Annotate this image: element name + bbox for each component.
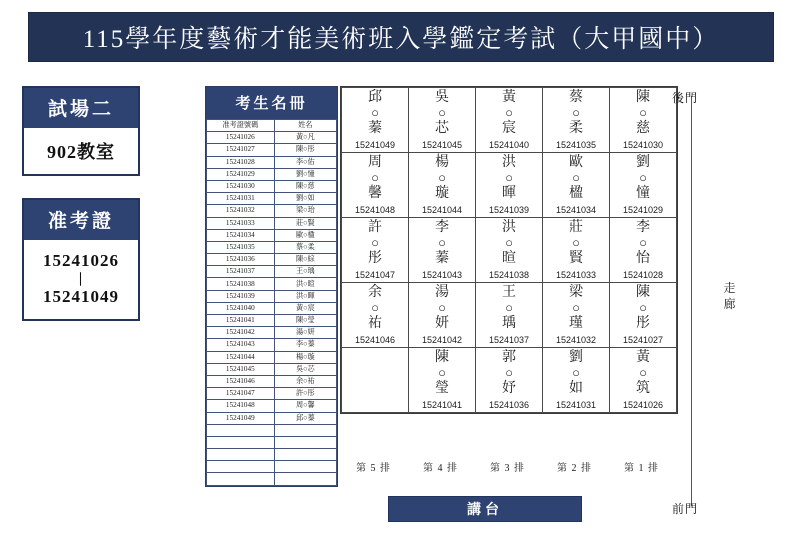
seat-given-name: 怡 [636, 250, 650, 266]
roster-cell-id: 15241038 [207, 278, 275, 290]
seat-given-name: 宸 [502, 120, 516, 136]
roster-cell-name: 莊○賢 [274, 217, 336, 229]
roster-cell-name: 劉○憧 [274, 168, 336, 180]
seat-exam-id: 15241045 [421, 139, 463, 150]
seat-masked-char: ○ [639, 170, 647, 186]
seat-exam-id: 15241030 [622, 139, 664, 150]
ticket-range-separator: ｜ [73, 271, 88, 287]
roster-title: 考生名冊 [206, 87, 337, 119]
seat-cell [342, 153, 409, 218]
seat-exam-id: 15241047 [354, 269, 396, 280]
roster-cell-name: 劉○如 [274, 193, 336, 205]
seat-given-name: 蓁 [435, 250, 449, 266]
seat-table [341, 87, 677, 413]
roster-row [207, 290, 337, 302]
admission-ticket-panel [22, 198, 140, 321]
roster-cell-name [274, 461, 336, 473]
roster-row [207, 156, 337, 168]
seat-masked-char: ○ [572, 300, 580, 316]
seat-surname: 邱 [368, 90, 382, 106]
seat-surname: 許 [368, 220, 382, 236]
seat-exam-id: 15241049 [354, 139, 396, 150]
seat-exam-id: 15241044 [421, 204, 463, 215]
seat-masked-char: ○ [505, 170, 513, 186]
roster-col-id: 准考證號碼 [207, 120, 275, 132]
seat-exam-id: 15241032 [555, 334, 597, 345]
seat-exam-id: 15241046 [354, 334, 396, 345]
seat-student-name [543, 155, 609, 201]
roster-row [207, 400, 337, 412]
seat-surname: 王 [502, 285, 516, 301]
seat-student-name [342, 90, 408, 136]
seat-given-name: 妤 [502, 380, 516, 396]
seat-cell [543, 153, 610, 218]
seat-exam-id: 15241033 [555, 269, 597, 280]
roster-row [207, 315, 337, 327]
seat-given-name: 瑀 [502, 315, 516, 331]
seat-masked-char: ○ [505, 235, 513, 251]
seat-surname: 余 [368, 285, 382, 301]
corridor-label: 走 廊 [723, 281, 737, 312]
roster-cell-id [207, 473, 275, 485]
roster-cell-name [274, 424, 336, 436]
seat-masked-char: ○ [639, 235, 647, 251]
seat-masked-char: ○ [438, 365, 446, 381]
roster-cell-name: 陳○瑩 [274, 315, 336, 327]
seat-given-name: 慈 [636, 120, 650, 136]
seat-cell [342, 283, 409, 348]
seat-given-name: 筑 [636, 380, 650, 396]
roster-cell-id: 15241035 [207, 241, 275, 253]
seat-masked-char: ○ [438, 300, 446, 316]
seat-cell [409, 153, 476, 218]
seat-surname: 劉 [636, 155, 650, 171]
seat-given-name: 賢 [569, 250, 583, 266]
roster-row [207, 302, 337, 314]
seat-surname: 郭 [502, 350, 516, 366]
roster-cell-id: 15241044 [207, 351, 275, 363]
seat-student-name [610, 285, 676, 331]
seat-surname: 莊 [569, 220, 583, 236]
seat-surname: 陳 [636, 90, 650, 106]
roster-row [207, 339, 337, 351]
seat-masked-char: ○ [371, 170, 379, 186]
seat-row [342, 218, 677, 283]
roster-cell-name: 陳○慈 [274, 180, 336, 192]
seat-student-name [342, 155, 408, 201]
seat-surname: 李 [435, 220, 449, 236]
seat-surname: 洪 [502, 155, 516, 171]
seat-given-name: 璇 [435, 185, 449, 201]
roster-cell-name: 楊○璇 [274, 351, 336, 363]
seat-student-name [476, 285, 542, 331]
seat-student-name [409, 90, 475, 136]
roster-cell-name: 余○祐 [274, 375, 336, 387]
seat-given-name: 馨 [368, 185, 382, 201]
seat-surname: 劉 [569, 350, 583, 366]
seat-masked-char: ○ [505, 105, 513, 121]
seat-cell [342, 218, 409, 283]
roster-cell-id: 15241028 [207, 156, 275, 168]
ticket-range-to: 15241049 [43, 286, 119, 306]
roster-row [207, 241, 337, 253]
back-door-label: 後門 [672, 91, 699, 105]
roster-cell-id: 15241040 [207, 302, 275, 314]
roster-row [207, 327, 337, 339]
roster-cell-name: 梁○珆 [274, 205, 336, 217]
roster-cell-name: 黃○凡 [274, 132, 336, 144]
seat-masked-char: ○ [371, 105, 379, 121]
seat-given-name: 瑩 [435, 380, 449, 396]
seat-surname: 陳 [435, 350, 449, 366]
seat-given-name: 如 [569, 380, 583, 396]
roster-cell-name: 吳○芯 [274, 363, 336, 375]
seat-cell [610, 283, 677, 348]
seat-row-labels [340, 459, 675, 474]
seat-student-name [610, 155, 676, 201]
roster-cell-name: 周○馨 [274, 400, 336, 412]
roster-cell-id [207, 449, 275, 461]
seat-surname: 吳 [435, 90, 449, 106]
seat-cell [543, 88, 610, 153]
roster-cell-id [207, 436, 275, 448]
seat-row [342, 88, 677, 153]
roster-cell-id: 15241039 [207, 290, 275, 302]
roster-cell-id: 15241037 [207, 266, 275, 278]
seat-masked-char: ○ [639, 365, 647, 381]
seat-masked-char: ○ [371, 300, 379, 316]
roster-row [207, 168, 337, 180]
seat-surname: 周 [368, 155, 382, 171]
seat-cell [342, 88, 409, 153]
room-wall-divider [691, 96, 692, 506]
seat-surname: 楊 [435, 155, 449, 171]
seat-student-name [543, 350, 609, 396]
seat-student-name [342, 220, 408, 266]
roster-cell-id: 15241034 [207, 229, 275, 241]
seat-cell [543, 283, 610, 348]
seat-given-name: 妍 [435, 315, 449, 331]
seat-given-name: 芯 [435, 120, 449, 136]
roster-cell-name: 陳○彤 [274, 144, 336, 156]
seat-exam-id: 15241043 [421, 269, 463, 280]
roster-row [207, 375, 337, 387]
roster-cell-id: 15241045 [207, 363, 275, 375]
roster-cell-id: 15241048 [207, 400, 275, 412]
roster-cell-id: 15241031 [207, 193, 275, 205]
seat-given-name: 柔 [569, 120, 583, 136]
seat-surname: 蔡 [569, 90, 583, 106]
roster-header-row [207, 120, 337, 132]
seat-row-label: 第 4 排 [423, 463, 458, 474]
roster-row [207, 266, 337, 278]
seat-exam-id: 15241029 [622, 204, 664, 215]
roster-row [207, 424, 337, 436]
seat-row-label: 第 2 排 [557, 463, 592, 474]
roster-cell-id: 15241046 [207, 375, 275, 387]
roster-cell-id: 15241043 [207, 339, 275, 351]
roster-row [207, 132, 337, 144]
seat-given-name: 蓁 [368, 120, 382, 136]
roster-cell-name: 邱○蓁 [274, 412, 336, 424]
seat-cell [476, 153, 543, 218]
seat-surname: 洪 [502, 220, 516, 236]
roster-cell-name [274, 449, 336, 461]
seat-student-name [476, 350, 542, 396]
seat-masked-char: ○ [438, 235, 446, 251]
roster-cell-name: 陳○綜 [274, 254, 336, 266]
roster-cell-name: 蔡○柔 [274, 241, 336, 253]
seat-row-label: 第 3 排 [490, 463, 525, 474]
seat-given-name: 祐 [368, 315, 382, 331]
roster-row [207, 363, 337, 375]
seat-masked-char: ○ [572, 170, 580, 186]
seat-exam-id: 15241031 [555, 399, 597, 410]
roster-cell-id: 15241033 [207, 217, 275, 229]
seat-row [342, 283, 677, 348]
seat-grid [340, 86, 678, 414]
roster-row [207, 436, 337, 448]
roster-row [207, 351, 337, 363]
seat-exam-id: 15241028 [622, 269, 664, 280]
seat-student-name [409, 350, 475, 396]
seat-row-label: 第 5 排 [356, 463, 391, 474]
roster-cell-name: 湯○妍 [274, 327, 336, 339]
seat-exam-id: 15241036 [488, 399, 530, 410]
roster-row [207, 217, 337, 229]
roster-row [207, 193, 337, 205]
seat-cell [409, 348, 476, 413]
roster-table [206, 119, 337, 486]
seat-cell [409, 88, 476, 153]
seat-masked-char: ○ [639, 105, 647, 121]
seat-exam-id: 15241026 [622, 399, 664, 410]
roster-cell-id: 15241042 [207, 327, 275, 339]
seat-exam-id: 15241042 [421, 334, 463, 345]
page-title: 115學年度藝術才能美術班入學鑑定考試（大甲國中） [82, 26, 720, 53]
roster-cell-name: 許○彤 [274, 388, 336, 400]
seat-given-name: 楹 [569, 185, 583, 201]
seat-student-name [476, 220, 542, 266]
seat-exam-id: 15241048 [354, 204, 396, 215]
seat-surname: 歐 [569, 155, 583, 171]
seat-given-name: 憧 [636, 185, 650, 201]
podium [388, 496, 582, 522]
seat-exam-id: 15241037 [488, 334, 530, 345]
seat-row [342, 153, 677, 218]
roster-cell-id: 15241030 [207, 180, 275, 192]
seat-given-name: 彤 [368, 250, 382, 266]
seat-masked-char: ○ [438, 105, 446, 121]
roster-row [207, 229, 337, 241]
seat-surname: 黃 [502, 90, 516, 106]
roster-row [207, 180, 337, 192]
seat-exam-id: 15241040 [488, 139, 530, 150]
seat-exam-id: 15241041 [421, 399, 463, 410]
roster-row [207, 388, 337, 400]
roster-cell-id: 15241049 [207, 412, 275, 424]
roster-row [207, 278, 337, 290]
seat-student-name [476, 155, 542, 201]
seat-student-name [476, 90, 542, 136]
seat-masked-char: ○ [572, 365, 580, 381]
seat-cell [610, 218, 677, 283]
seat-student-name [610, 220, 676, 266]
roster-cell-id: 15241047 [207, 388, 275, 400]
seat-exam-id: 15241039 [488, 204, 530, 215]
roster-cell-name [274, 473, 336, 485]
seat-cell [409, 283, 476, 348]
exam-room-heading: 試場二 [24, 88, 138, 128]
seat-masked-char: ○ [572, 105, 580, 121]
roster-row [207, 461, 337, 473]
roster-cell-name [274, 436, 336, 448]
seat-student-name [543, 285, 609, 331]
seat-cell [610, 348, 677, 413]
seat-cell-empty [342, 348, 409, 413]
seat-cell [409, 218, 476, 283]
seat-row-label: 第 1 排 [624, 463, 659, 474]
seat-student-name [409, 155, 475, 201]
seat-given-name: 瑾 [569, 315, 583, 331]
seat-row [342, 348, 677, 413]
ticket-range-from: 15241026 [43, 251, 119, 270]
seat-cell [476, 88, 543, 153]
front-door-label: 前門 [672, 502, 699, 516]
seat-exam-id: 15241038 [488, 269, 530, 280]
exam-room-number: 902教室 [47, 142, 115, 162]
roster-cell-name: 歐○楹 [274, 229, 336, 241]
seat-student-name [409, 285, 475, 331]
seat-surname: 黃 [636, 350, 650, 366]
roster-cell-name: 李○蓁 [274, 339, 336, 351]
seat-exam-id: 15241034 [555, 204, 597, 215]
seat-student-name [610, 350, 676, 396]
roster-cell-id: 15241036 [207, 254, 275, 266]
seat-surname: 陳 [636, 285, 650, 301]
roster-cell-id: 15241029 [207, 168, 275, 180]
seat-student-name [543, 90, 609, 136]
roster-cell-id: 15241026 [207, 132, 275, 144]
roster-cell-id: 15241027 [207, 144, 275, 156]
admission-ticket-range [24, 240, 138, 319]
roster-panel [205, 86, 338, 487]
page-title-bar [28, 12, 774, 62]
seat-cell [610, 88, 677, 153]
seat-cell [610, 153, 677, 218]
seat-given-name: 暉 [502, 185, 516, 201]
seat-cell [476, 283, 543, 348]
admission-ticket-heading: 准考證 [24, 200, 138, 240]
roster-cell-name: 洪○暉 [274, 290, 336, 302]
seat-masked-char: ○ [438, 170, 446, 186]
roster-row [207, 205, 337, 217]
roster-cell-name: 王○瑀 [274, 266, 336, 278]
seat-given-name: 彤 [636, 315, 650, 331]
roster-cell-id: 15241041 [207, 315, 275, 327]
roster-cell-name: 黃○宸 [274, 302, 336, 314]
roster-cell-id [207, 461, 275, 473]
seat-surname: 李 [636, 220, 650, 236]
seat-exam-id: 15241035 [555, 139, 597, 150]
roster-row [207, 144, 337, 156]
roster-row [207, 473, 337, 485]
seat-surname: 湯 [435, 285, 449, 301]
podium-label: 講台 [467, 503, 503, 518]
exam-room-panel [22, 86, 140, 176]
roster-row [207, 449, 337, 461]
seat-student-name [409, 220, 475, 266]
seat-masked-char: ○ [505, 365, 513, 381]
seat-masked-char: ○ [639, 300, 647, 316]
seat-masked-char: ○ [505, 300, 513, 316]
roster-cell-name: 洪○暄 [274, 278, 336, 290]
roster-cell-id: 15241032 [207, 205, 275, 217]
roster-cell-id [207, 424, 275, 436]
seat-student-name [342, 285, 408, 331]
seat-masked-char: ○ [371, 235, 379, 251]
seat-student-name [543, 220, 609, 266]
seat-cell [476, 218, 543, 283]
roster-col-name: 姓名 [274, 120, 336, 132]
seat-exam-id: 15241027 [622, 334, 664, 345]
seat-masked-char: ○ [572, 235, 580, 251]
roster-row [207, 412, 337, 424]
seat-cell [543, 348, 610, 413]
seat-given-name: 暄 [502, 250, 516, 266]
seat-cell [543, 218, 610, 283]
roster-cell-name: 李○佑 [274, 156, 336, 168]
seat-surname: 梁 [569, 285, 583, 301]
seat-cell [476, 348, 543, 413]
roster-row [207, 254, 337, 266]
seat-student-name [610, 90, 676, 136]
